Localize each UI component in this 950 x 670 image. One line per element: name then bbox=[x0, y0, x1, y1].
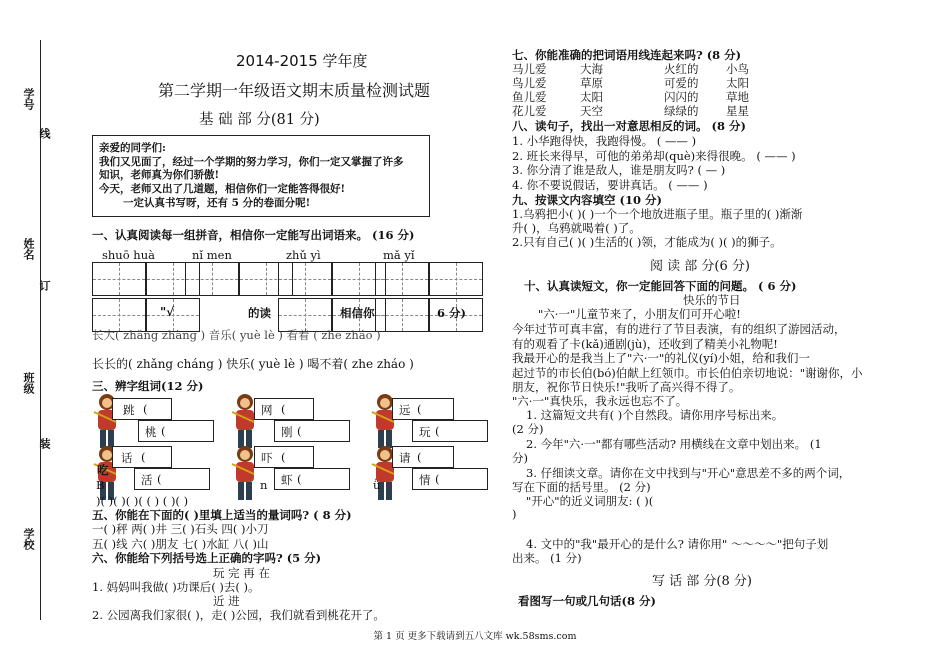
char-paren: ( bbox=[143, 402, 148, 416]
reading-q4: 4. 文中的"我"最开心的是什么? 请你用" ～～～～"把句子划 bbox=[526, 537, 829, 551]
match-cell: 鸟儿爱 bbox=[512, 76, 547, 90]
binding-line bbox=[40, 40, 41, 620]
char-box[interactable] bbox=[112, 446, 172, 468]
greeting-line-1: 亲爱的同学们: bbox=[99, 142, 166, 154]
char-paren: ( bbox=[417, 450, 422, 464]
char-label: 桃 bbox=[145, 425, 157, 439]
reading-q1: 1. 这篇短文共有( )个自然段。请你用序号标出来。 bbox=[526, 408, 784, 422]
measure-word-row-2: 五( )线 六( )朋友 七( )水缸 八( )山 bbox=[92, 537, 269, 551]
fill-blank-line-1: 1.乌鸦把小( )( )一个一个地放进瓶子里。瓶子里的( )渐渐 bbox=[512, 207, 803, 221]
char-box[interactable] bbox=[274, 468, 350, 490]
page-footer: 第 1 页 更多下载请到五八文库 wk.58sms.com bbox=[373, 631, 577, 642]
char-paren: ( bbox=[141, 450, 146, 464]
char-paren: ( bbox=[435, 472, 440, 486]
match-cell: 大海 bbox=[580, 62, 603, 76]
fill-blank-line-3: 2.只有自己( )( )生活的( )领，才能成为( )( )的狮子。 bbox=[512, 235, 782, 249]
match-cell: 闪闪的 bbox=[664, 90, 699, 104]
writing-grid[interactable] bbox=[92, 262, 146, 296]
question-6-2: 2. 公园离我们家很( )，走( )公园，我们就看到桃花开了。 bbox=[92, 608, 385, 622]
story-para-7: "六·一"真快乐，我永远也忘不了。 bbox=[512, 394, 688, 408]
pinyin-2: nǐ men bbox=[192, 248, 232, 262]
paren-answer-row: )( )( )( )( ( ) ( )( ) bbox=[96, 494, 189, 508]
char-paren: ( bbox=[281, 450, 286, 464]
greeting-line-2: 我们又见面了，经过一个学期的努力学习，你们一定又掌握了许多 bbox=[99, 156, 404, 168]
section-10-title: 十、认真读短文，你一定能回答下面的问题。 ( 6 分) bbox=[524, 279, 797, 293]
char-box[interactable] bbox=[274, 420, 350, 442]
reading-q3-close: ) bbox=[512, 507, 517, 521]
char-label: 话 bbox=[121, 451, 133, 465]
char-paren: ( bbox=[417, 402, 422, 416]
story-para-6: 朋友，祝你节日快乐!"我听了高兴得不得了。 bbox=[512, 380, 741, 394]
antonym-item-2: 2. 班长来得早，可他的弟弟却(què)来得很晚。 ( —— ) bbox=[512, 149, 796, 163]
match-cell: 天空 bbox=[580, 104, 603, 118]
match-cell: 花儿爱 bbox=[512, 104, 547, 118]
char-paren: ( bbox=[297, 472, 302, 486]
section-7-title: 七、你能准确的把词语用线连起来吗? (8 分) bbox=[512, 48, 742, 62]
section-1-title: 一、认真阅读每一组拼音，相信你一定能写出词语来。 (16 分) bbox=[92, 228, 415, 242]
part-basic-heading: 基 础 部 分(81 分) bbox=[199, 112, 320, 128]
match-cell: 可爱的 bbox=[664, 76, 699, 90]
char-label: 情 bbox=[419, 473, 431, 487]
match-cell: 绿绿的 bbox=[664, 104, 699, 118]
overlap-fragment-3: n bbox=[260, 478, 268, 492]
story-para-1: "六·一"儿童节来了，小朋友们可开心啦! bbox=[538, 307, 741, 321]
match-cell: 小鸟 bbox=[726, 62, 749, 76]
margin-label-name: 姓名 bbox=[22, 238, 35, 260]
antonym-item-3: 3. 你分清了谁是敌人，谁是朋友吗? ( — ) bbox=[512, 163, 726, 177]
overlap-fragment-1: 吃 bbox=[97, 463, 109, 477]
pinyin-4: mǎ yǐ bbox=[383, 248, 415, 262]
char-label: 网 bbox=[261, 403, 273, 417]
char-paren: ( bbox=[161, 424, 166, 438]
reading-q2: 2. 今年"六·一"都有哪些活动? 用横线在文章中划出来。 (1 bbox=[526, 437, 822, 451]
writing-grid[interactable] bbox=[278, 262, 332, 296]
writing-grid[interactable] bbox=[185, 262, 239, 296]
greeting-line-4: 今天，老师又出了几道题，相信你们一定能答得很好! bbox=[99, 183, 346, 195]
match-cell: 草地 bbox=[726, 90, 749, 104]
char-box[interactable] bbox=[134, 468, 210, 490]
section-2-fragment-a: "√ bbox=[160, 305, 175, 319]
part-reading-heading: 阅 读 部 分(6 分) bbox=[650, 259, 750, 274]
story-para-4: 我最开心的是我当上了"六·一"的礼仪(yí)小姐，给和我们一 bbox=[512, 351, 810, 365]
antonym-item-4: 4. 你不要说假话，要讲真话。 ( —— ) bbox=[512, 178, 708, 192]
char-label: 活 bbox=[141, 473, 153, 487]
char-box[interactable] bbox=[392, 446, 454, 468]
margin-label-school: 学校 bbox=[22, 528, 35, 550]
char-box[interactable] bbox=[138, 420, 214, 442]
section-2-fragment-b: 的读 bbox=[248, 306, 271, 320]
overlap-fragment-2: B bbox=[96, 478, 105, 492]
section-5-title: 五、你能在下面的( )里填上适当的量词吗? ( 8 分) bbox=[92, 508, 352, 522]
match-cell: 太阳 bbox=[726, 76, 749, 90]
story-para-2: 今年过节可真丰富，有的进行了节目表演，有的组织了游园活动， bbox=[512, 322, 846, 336]
story-para-5: 起过节的市长伯(bó)伯献上红领巾。市长伯伯亲切地说："谢谢你，小 bbox=[512, 366, 863, 380]
reading-q3-note: 写在下面的括号里。 (2 分) bbox=[512, 480, 651, 494]
section-3-title: 三、辨字组词(12 分) bbox=[92, 379, 204, 393]
char-paren: ( bbox=[435, 424, 440, 438]
writing-grid[interactable] bbox=[375, 262, 429, 296]
char-box[interactable] bbox=[392, 398, 454, 420]
exam-year: 2014-2015 学年度 bbox=[236, 52, 368, 70]
char-label: 请 bbox=[399, 451, 411, 465]
char-paren: ( bbox=[281, 402, 286, 416]
question-6-1: 1. 妈妈叫我做( )功课后( )去( )。 bbox=[92, 580, 260, 594]
char-label: 远 bbox=[399, 403, 411, 417]
char-label: 刚 bbox=[281, 425, 293, 439]
section-2-fragment-d: 6 分) bbox=[437, 306, 466, 320]
char-label: 跳 bbox=[123, 403, 135, 417]
greeting-line-3: 知识，老师真为你们骄傲! bbox=[99, 169, 220, 181]
pinyin-3: zhǔ yì bbox=[286, 248, 321, 262]
writing-grid[interactable] bbox=[429, 262, 483, 296]
char-label: 吓 bbox=[261, 451, 273, 465]
reading-q3-answer: "开心"的近义词朋友: ( )( bbox=[526, 494, 654, 508]
pinyin-choice-line-1: 长大( zhǎng zhàng ) 音乐( yuè lè ) 看着 ( zhe zháo ) bbox=[92, 328, 381, 342]
greeting-box bbox=[92, 135, 430, 217]
char-box[interactable] bbox=[254, 446, 314, 468]
reading-q1-score: (2 分) bbox=[512, 422, 544, 436]
margin-label-student-no: 学号 bbox=[22, 88, 35, 110]
writing-task-title: 看图写一句或几句话(8 分) bbox=[518, 594, 656, 608]
reading-q2-score: 分) bbox=[512, 451, 528, 465]
measure-word-row-1: 一( )秤 两( )井 三( )石头 四( )小刀 bbox=[92, 522, 269, 536]
part-writing-heading: 写 话 部 分(8 分) bbox=[652, 574, 752, 589]
story-title: 快乐的节日 bbox=[683, 293, 741, 307]
char-box[interactable] bbox=[254, 398, 314, 420]
char-label: 虾 bbox=[281, 473, 293, 487]
word-choices-2: 近 进 bbox=[213, 594, 240, 608]
section-6-title: 六、你能给下列括号选上正确的字吗? (5 分) bbox=[92, 551, 322, 565]
reading-q4-score: 出来。 (1 分) bbox=[512, 551, 582, 565]
char-paren: ( bbox=[297, 424, 302, 438]
section-9-title: 九、按课文内容填空 (10 分) bbox=[512, 193, 662, 207]
pinyin-1: shuō huà bbox=[102, 248, 155, 262]
section-8-title: 八、读句子，找出一对意思相反的词。 (8 分) bbox=[512, 119, 746, 133]
match-cell: 星星 bbox=[726, 104, 749, 118]
char-box[interactable] bbox=[412, 468, 488, 490]
margin-label-bind: 订 bbox=[38, 280, 51, 291]
match-cell: 马儿爱 bbox=[512, 62, 547, 76]
char-paren: ( bbox=[157, 472, 162, 486]
char-label: 玩 bbox=[419, 425, 431, 439]
fill-blank-line-2: 升( )，乌鸦就喝着( )了。 bbox=[512, 221, 641, 235]
reading-q3: 3. 仔细读文章。请你在文中找到与"开心"意思差不多的两个词， bbox=[526, 466, 851, 480]
overlap-fragment-4: ǜ bbox=[373, 478, 381, 492]
match-cell: 鱼儿爱 bbox=[512, 90, 547, 104]
exam-title: 第二学期一年级语文期末质量检测试题 bbox=[158, 81, 431, 100]
pinyin-choice-line-2: 长长的( zhǎng cháng ) 快乐( yuè lè ) 喝不着( zhe zháo ) bbox=[92, 357, 414, 371]
writing-grid[interactable] bbox=[375, 298, 429, 332]
section-2-fragment-c: 相信你 bbox=[340, 306, 375, 320]
word-choices-1: 玩 完 再 在 bbox=[213, 566, 270, 580]
margin-label-line: 线 bbox=[38, 128, 51, 139]
story-para-3: 有的观看了卡(kǎ)通剧(jù)，还收到了精美小礼物呢! bbox=[512, 337, 778, 351]
margin-label-class: 班级 bbox=[22, 372, 35, 394]
antonym-item-1: 1. 小华跑得快，我跑得慢。 ( —— ) bbox=[512, 134, 697, 148]
match-cell: 火红的 bbox=[664, 62, 699, 76]
greeting-line-5: 一定认真书写呀，还有 5 分的卷面分呢! bbox=[123, 197, 311, 209]
margin-label-staple: 装 bbox=[38, 438, 51, 449]
match-cell: 太阳 bbox=[580, 90, 603, 104]
char-box[interactable] bbox=[412, 420, 488, 442]
char-box[interactable] bbox=[112, 398, 172, 420]
match-cell: 草原 bbox=[580, 76, 603, 90]
